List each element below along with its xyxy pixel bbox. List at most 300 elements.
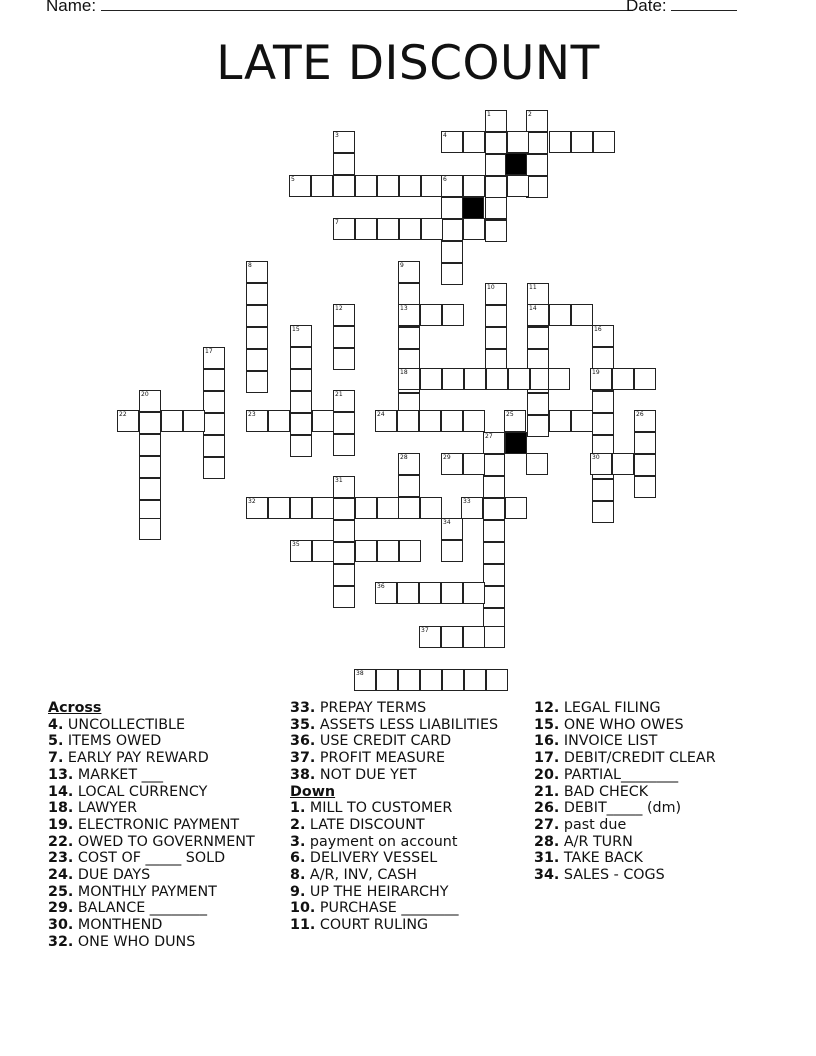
grid-cell[interactable] xyxy=(268,497,290,519)
clue-text: PREPAY TERMS xyxy=(315,700,427,716)
clue-number: 19. xyxy=(48,816,74,833)
clue-number: 15. xyxy=(534,716,560,733)
grid-cell[interactable] xyxy=(634,476,656,498)
grid-cell[interactable] xyxy=(333,586,355,608)
name-label: Name: xyxy=(46,0,97,15)
clue-text: USE CREDIT CARD xyxy=(315,733,452,750)
clue-number: 10. xyxy=(290,900,316,917)
clue-number: 8. xyxy=(290,867,306,884)
clue-number: 11. xyxy=(290,917,316,934)
clue-item xyxy=(290,733,498,750)
clue-text: MILL TO CUSTOMER xyxy=(305,800,453,817)
black-square xyxy=(505,153,527,175)
grid-cell[interactable] xyxy=(485,327,507,349)
grid-cell[interactable] xyxy=(420,669,442,691)
grid-cell[interactable] xyxy=(483,454,505,476)
grid-cell[interactable] xyxy=(290,369,312,391)
black-square xyxy=(505,432,527,454)
grid-cell[interactable] xyxy=(592,413,614,435)
grid-cell[interactable] xyxy=(203,457,225,479)
clue-text: ITEMS OWED xyxy=(63,733,162,750)
grid-cell[interactable] xyxy=(246,283,268,305)
grid-cell[interactable] xyxy=(527,327,549,349)
grid-cell[interactable] xyxy=(505,497,527,519)
cell-number: 28 xyxy=(400,454,408,461)
clue-text: BAD CHECK xyxy=(559,783,649,800)
grid-cell[interactable] xyxy=(485,110,507,132)
grid-cell[interactable] xyxy=(289,175,311,197)
grid-cell[interactable] xyxy=(399,175,421,197)
clue-item xyxy=(534,717,716,734)
clue-text: DUE DAYS xyxy=(73,867,151,884)
clue-item xyxy=(290,917,498,934)
clue-number: 12. xyxy=(534,700,560,716)
grid-cell[interactable] xyxy=(485,220,507,242)
clue-text: payment on account xyxy=(305,833,458,850)
clue-text: PURCHASE ________ xyxy=(315,900,459,917)
grid-cell[interactable] xyxy=(486,669,508,691)
clue-number: 4. xyxy=(48,716,64,733)
grid-cell[interactable] xyxy=(246,497,268,519)
clue-item xyxy=(48,784,255,801)
clue-number: 24. xyxy=(48,867,74,884)
clue-item xyxy=(290,817,498,834)
clue-item xyxy=(48,817,255,834)
clue-number: 18. xyxy=(48,800,74,817)
grid-cell[interactable] xyxy=(483,542,505,564)
cell-number: 8 xyxy=(248,262,252,269)
grid-cell[interactable] xyxy=(333,412,355,434)
grid-cell[interactable] xyxy=(420,304,442,326)
clue-text: OWED TO GOVERNMENT xyxy=(73,833,255,850)
grid-cell[interactable] xyxy=(612,368,634,390)
grid-cell[interactable] xyxy=(485,176,507,198)
grid-cell[interactable] xyxy=(398,327,420,349)
clue-item xyxy=(290,767,498,784)
grid-cell[interactable] xyxy=(463,582,485,604)
grid-cell[interactable] xyxy=(590,453,612,475)
grid-cell[interactable] xyxy=(333,434,355,456)
clue-item xyxy=(534,700,716,717)
clue-item xyxy=(290,800,498,817)
grid-cell[interactable] xyxy=(592,501,614,523)
grid-cell[interactable] xyxy=(399,218,421,240)
grid-cell[interactable] xyxy=(398,475,420,497)
clue-number: 21. xyxy=(534,783,560,800)
clue-text: UP THE HEIRARCHY xyxy=(305,883,449,900)
clue-item xyxy=(48,767,255,784)
grid-cell[interactable] xyxy=(419,410,441,432)
grid-cell[interactable] xyxy=(526,110,548,132)
grid-cell[interactable] xyxy=(634,454,656,476)
clue-number: 38. xyxy=(290,766,316,783)
grid-cell[interactable] xyxy=(421,175,443,197)
clue-number: 30. xyxy=(48,917,74,934)
clue-number: 32. xyxy=(48,933,74,950)
grid-cell[interactable] xyxy=(333,520,355,542)
cell-number: 31 xyxy=(335,477,343,484)
across-clue-list-continued xyxy=(290,700,498,784)
clue-item xyxy=(290,834,498,851)
grid-cell[interactable] xyxy=(485,197,507,219)
clue-item xyxy=(48,750,255,767)
clue-text: BALANCE ________ xyxy=(73,900,207,917)
grid-cell[interactable] xyxy=(592,479,614,501)
grid-cell[interactable] xyxy=(504,410,526,432)
cell-number: 6 xyxy=(443,176,447,183)
grid-cell[interactable] xyxy=(485,154,507,176)
clue-item xyxy=(534,733,716,750)
grid-cell[interactable] xyxy=(507,131,529,153)
grid-cell[interactable] xyxy=(507,175,529,197)
grid-cell[interactable] xyxy=(464,368,486,390)
cell-number: 1 xyxy=(487,111,491,118)
grid-cell[interactable] xyxy=(312,410,334,432)
grid-cell[interactable] xyxy=(419,582,441,604)
grid-cell[interactable] xyxy=(139,456,161,478)
clue-text: LOCAL CURRENCY xyxy=(73,783,208,800)
grid-cell[interactable] xyxy=(442,368,464,390)
clue-number: 1. xyxy=(290,800,306,817)
grid-cell[interactable] xyxy=(441,263,463,285)
grid-cell[interactable] xyxy=(483,498,505,520)
grid-cell[interactable] xyxy=(508,368,530,390)
grid-cell[interactable] xyxy=(290,540,312,562)
cell-number: 21 xyxy=(335,391,343,398)
grid-cell[interactable] xyxy=(139,518,161,540)
clue-number: 13. xyxy=(48,766,74,783)
cell-number: 27 xyxy=(485,433,493,440)
clue-number: 36. xyxy=(290,733,316,750)
grid-cell[interactable] xyxy=(485,283,507,305)
cell-number: 16 xyxy=(594,326,602,333)
grid-cell[interactable] xyxy=(376,669,398,691)
grid-cell[interactable] xyxy=(246,261,268,283)
grid-cell[interactable] xyxy=(377,175,399,197)
grid-cell[interactable] xyxy=(203,391,225,413)
clue-text: DELIVERY VESSEL xyxy=(305,850,438,867)
grid-cell[interactable] xyxy=(419,626,441,648)
grid-cell[interactable] xyxy=(441,540,463,562)
clue-item xyxy=(290,717,498,734)
down-heading: Down xyxy=(290,783,336,800)
grid-cell[interactable] xyxy=(463,131,485,153)
grid-cell[interactable] xyxy=(161,410,183,432)
grid-cell[interactable] xyxy=(549,304,571,326)
grid-cell[interactable] xyxy=(483,564,505,586)
grid-cell[interactable] xyxy=(139,412,161,434)
clue-number: 31. xyxy=(534,850,560,867)
clue-item xyxy=(534,867,716,884)
clue-number: 5. xyxy=(48,733,64,750)
grid-cell[interactable] xyxy=(441,626,463,648)
cell-number: 30 xyxy=(592,454,600,461)
cell-number: 4 xyxy=(443,132,447,139)
grid-cell[interactable] xyxy=(203,369,225,391)
cell-number: 26 xyxy=(636,411,644,418)
clue-text: ONE WHO OWES xyxy=(559,716,684,733)
grid-cell[interactable] xyxy=(526,176,548,198)
black-square xyxy=(462,197,484,219)
grid-cell[interactable] xyxy=(290,347,312,369)
grid-cell[interactable] xyxy=(527,304,549,326)
grid-cell[interactable] xyxy=(246,371,268,393)
grid-cell[interactable] xyxy=(441,131,463,153)
grid-cell[interactable] xyxy=(527,393,549,415)
clue-text: ELECTRONIC PAYMENT xyxy=(73,816,240,833)
grid-cell[interactable] xyxy=(397,410,419,432)
clue-text: SALES - COGS xyxy=(559,867,665,884)
grid-cell[interactable] xyxy=(333,348,355,370)
grid-cell[interactable] xyxy=(355,540,377,562)
clue-text: past due xyxy=(559,816,627,833)
grid-cell[interactable] xyxy=(464,669,486,691)
grid-cell[interactable] xyxy=(290,391,312,413)
grid-cell[interactable] xyxy=(290,435,312,457)
clue-number: 34. xyxy=(534,867,560,884)
grid-cell[interactable] xyxy=(375,410,397,432)
grid-cell[interactable] xyxy=(203,413,225,435)
grid-cell[interactable] xyxy=(290,325,312,347)
cell-number: 33 xyxy=(463,498,471,505)
grid-cell[interactable] xyxy=(333,498,355,520)
grid-cell[interactable] xyxy=(355,218,377,240)
grid-cell[interactable] xyxy=(333,131,355,153)
clue-text: PROFIT MEASURE xyxy=(315,750,446,767)
grid-cell[interactable] xyxy=(441,219,463,241)
clues-column-3 xyxy=(534,700,716,884)
grid-cell[interactable] xyxy=(377,540,399,562)
grid-cell[interactable] xyxy=(571,131,593,153)
clue-item xyxy=(290,850,498,867)
clue-number: 20. xyxy=(534,766,560,783)
clue-number: 37. xyxy=(290,750,316,767)
grid-cell[interactable] xyxy=(268,410,290,432)
grid-cell[interactable] xyxy=(441,518,463,540)
cell-number: 29 xyxy=(443,454,451,461)
grid-cell[interactable] xyxy=(590,368,612,390)
grid-cell[interactable] xyxy=(548,368,570,390)
clue-text: NOT DUE YET xyxy=(315,766,417,783)
grid-cell[interactable] xyxy=(420,368,442,390)
grid-cell[interactable] xyxy=(442,669,464,691)
grid-cell[interactable] xyxy=(571,304,593,326)
grid-cell[interactable] xyxy=(549,131,571,153)
clue-item xyxy=(290,867,498,884)
grid-cell[interactable] xyxy=(398,497,420,519)
clue-text: DEBIT/CREDIT CLEAR xyxy=(559,750,716,767)
clue-number: 2. xyxy=(290,816,306,833)
cell-number: 15 xyxy=(292,326,300,333)
cell-number: 23 xyxy=(248,411,256,418)
grid-cell[interactable] xyxy=(203,347,225,369)
clue-number: 28. xyxy=(534,833,560,850)
grid-cell[interactable] xyxy=(333,326,355,348)
grid-cell[interactable] xyxy=(311,175,333,197)
grid-cell[interactable] xyxy=(398,261,420,283)
grid-cell[interactable] xyxy=(634,432,656,454)
grid-cell[interactable] xyxy=(461,497,483,519)
grid-cell[interactable] xyxy=(441,453,463,475)
grid-cell[interactable] xyxy=(246,327,268,349)
cell-number: 14 xyxy=(529,305,537,312)
grid-cell[interactable] xyxy=(377,497,399,519)
clue-item xyxy=(48,834,255,851)
grid-cell[interactable] xyxy=(377,218,399,240)
cell-number: 35 xyxy=(292,541,300,548)
grid-cell[interactable] xyxy=(593,131,615,153)
grid-cell[interactable] xyxy=(333,476,355,498)
grid-cell[interactable] xyxy=(592,325,614,347)
clue-item xyxy=(48,850,255,867)
clue-item xyxy=(534,767,716,784)
grid-cell[interactable] xyxy=(483,520,505,542)
grid-cell[interactable] xyxy=(246,305,268,327)
grid-cell[interactable] xyxy=(375,582,397,604)
clue-item xyxy=(534,750,716,767)
cell-number: 38 xyxy=(356,670,364,677)
grid-cell[interactable] xyxy=(290,413,312,435)
grid-cell[interactable] xyxy=(634,368,656,390)
cell-number: 5 xyxy=(291,176,295,183)
down-clue-list xyxy=(290,800,498,934)
grid-cell[interactable] xyxy=(139,390,161,412)
grid-cell[interactable] xyxy=(398,304,420,326)
grid-cell[interactable] xyxy=(463,453,485,475)
grid-cell[interactable] xyxy=(139,434,161,456)
grid-cell[interactable] xyxy=(333,542,355,564)
grid-cell[interactable] xyxy=(398,453,420,475)
grid-cell[interactable] xyxy=(333,390,355,412)
date-label: Date: xyxy=(626,0,667,15)
grid-cell[interactable] xyxy=(421,218,443,240)
grid-cell[interactable] xyxy=(483,476,505,498)
grid-cell[interactable] xyxy=(549,410,571,432)
clue-item xyxy=(534,817,716,834)
clue-number: 6. xyxy=(290,850,306,867)
clue-text: MONTHEND xyxy=(73,917,163,934)
cell-number: 34 xyxy=(443,519,451,526)
grid-cell[interactable] xyxy=(634,410,656,432)
grid-cell[interactable] xyxy=(463,175,485,197)
grid-cell[interactable] xyxy=(399,540,421,562)
grid-cell[interactable] xyxy=(398,669,420,691)
grid-cell[interactable] xyxy=(312,497,334,519)
clue-text: A/R TURN xyxy=(559,833,633,850)
grid-cell[interactable] xyxy=(592,347,614,369)
grid-cell[interactable] xyxy=(333,564,355,586)
grid-cell[interactable] xyxy=(463,626,485,648)
grid-cell[interactable] xyxy=(183,410,205,432)
grid-cell[interactable] xyxy=(483,586,505,608)
clue-text: UNCOLLECTIBLE xyxy=(63,716,186,733)
grid-cell[interactable] xyxy=(441,410,463,432)
clue-text: A/R, INV, CASH xyxy=(305,867,417,884)
grid-cell[interactable] xyxy=(397,582,419,604)
clue-item xyxy=(48,800,255,817)
grid-cell[interactable] xyxy=(485,132,507,154)
grid-cell[interactable] xyxy=(246,349,268,371)
grid-cell[interactable] xyxy=(485,305,507,327)
grid-cell[interactable] xyxy=(139,478,161,500)
grid-cell[interactable] xyxy=(441,582,463,604)
grid-cell[interactable] xyxy=(612,453,634,475)
across-clue-list xyxy=(48,717,255,951)
clues-column-1 xyxy=(48,700,255,951)
grid-cell[interactable] xyxy=(333,153,355,175)
clue-item xyxy=(48,900,255,917)
clue-number: 7. xyxy=(48,750,64,767)
grid-cell[interactable] xyxy=(483,432,505,454)
grid-cell[interactable] xyxy=(203,435,225,457)
clue-text: ONE WHO DUNS xyxy=(73,933,196,950)
clue-item xyxy=(534,834,716,851)
grid-cell[interactable] xyxy=(463,410,485,432)
grid-cell[interactable] xyxy=(355,175,377,197)
grid-cell[interactable] xyxy=(592,391,614,413)
clue-item xyxy=(48,867,255,884)
clue-number: 14. xyxy=(48,783,74,800)
clue-number: 16. xyxy=(534,733,560,750)
grid-cell[interactable] xyxy=(571,410,593,432)
grid-cell[interactable] xyxy=(333,218,355,240)
grid-cell[interactable] xyxy=(117,410,139,432)
grid-cell[interactable] xyxy=(290,497,312,519)
grid-cell[interactable] xyxy=(441,241,463,263)
clue-item xyxy=(290,900,498,917)
clue-number: 29. xyxy=(48,900,74,917)
grid-cell[interactable] xyxy=(483,626,505,648)
cell-number: 7 xyxy=(335,219,339,226)
grid-cell[interactable] xyxy=(355,497,377,519)
cell-number: 24 xyxy=(377,411,385,418)
cell-number: 19 xyxy=(592,369,600,376)
clue-number: 25. xyxy=(48,883,74,900)
page-title: LATE DISCOUNT xyxy=(216,36,600,91)
grid-cell[interactable] xyxy=(441,197,463,219)
grid-cell[interactable] xyxy=(420,497,442,519)
grid-cell[interactable] xyxy=(312,540,334,562)
clue-text: LEGAL FILING xyxy=(559,700,661,716)
clue-number: 35. xyxy=(290,716,316,733)
grid-cell[interactable] xyxy=(333,304,355,326)
clue-item xyxy=(534,850,716,867)
grid-cell[interactable] xyxy=(246,410,268,432)
clue-text: LATE DISCOUNT xyxy=(305,816,425,833)
clue-number: 3. xyxy=(290,833,306,850)
grid-cell[interactable] xyxy=(527,415,549,437)
grid-cell[interactable] xyxy=(333,175,355,197)
grid-cell[interactable] xyxy=(526,132,548,154)
grid-cell[interactable] xyxy=(463,218,485,240)
cell-number: 18 xyxy=(400,369,408,376)
clue-item xyxy=(534,800,716,817)
grid-cell[interactable] xyxy=(441,175,463,197)
grid-cell[interactable] xyxy=(398,368,420,390)
grid-cell[interactable] xyxy=(486,368,508,390)
clue-text: MONTHLY PAYMENT xyxy=(73,883,217,900)
clue-text: DEBIT_____ (dm) xyxy=(559,800,682,817)
grid-cell[interactable] xyxy=(398,283,420,305)
clue-text: TAKE BACK xyxy=(559,850,643,867)
grid-cell[interactable] xyxy=(442,304,464,326)
clue-number: 9. xyxy=(290,883,306,900)
grid-cell[interactable] xyxy=(526,154,548,176)
grid-cell[interactable] xyxy=(354,669,376,691)
grid-cell[interactable] xyxy=(526,453,548,475)
grid-cell[interactable] xyxy=(527,283,549,305)
cell-number: 13 xyxy=(400,305,408,312)
